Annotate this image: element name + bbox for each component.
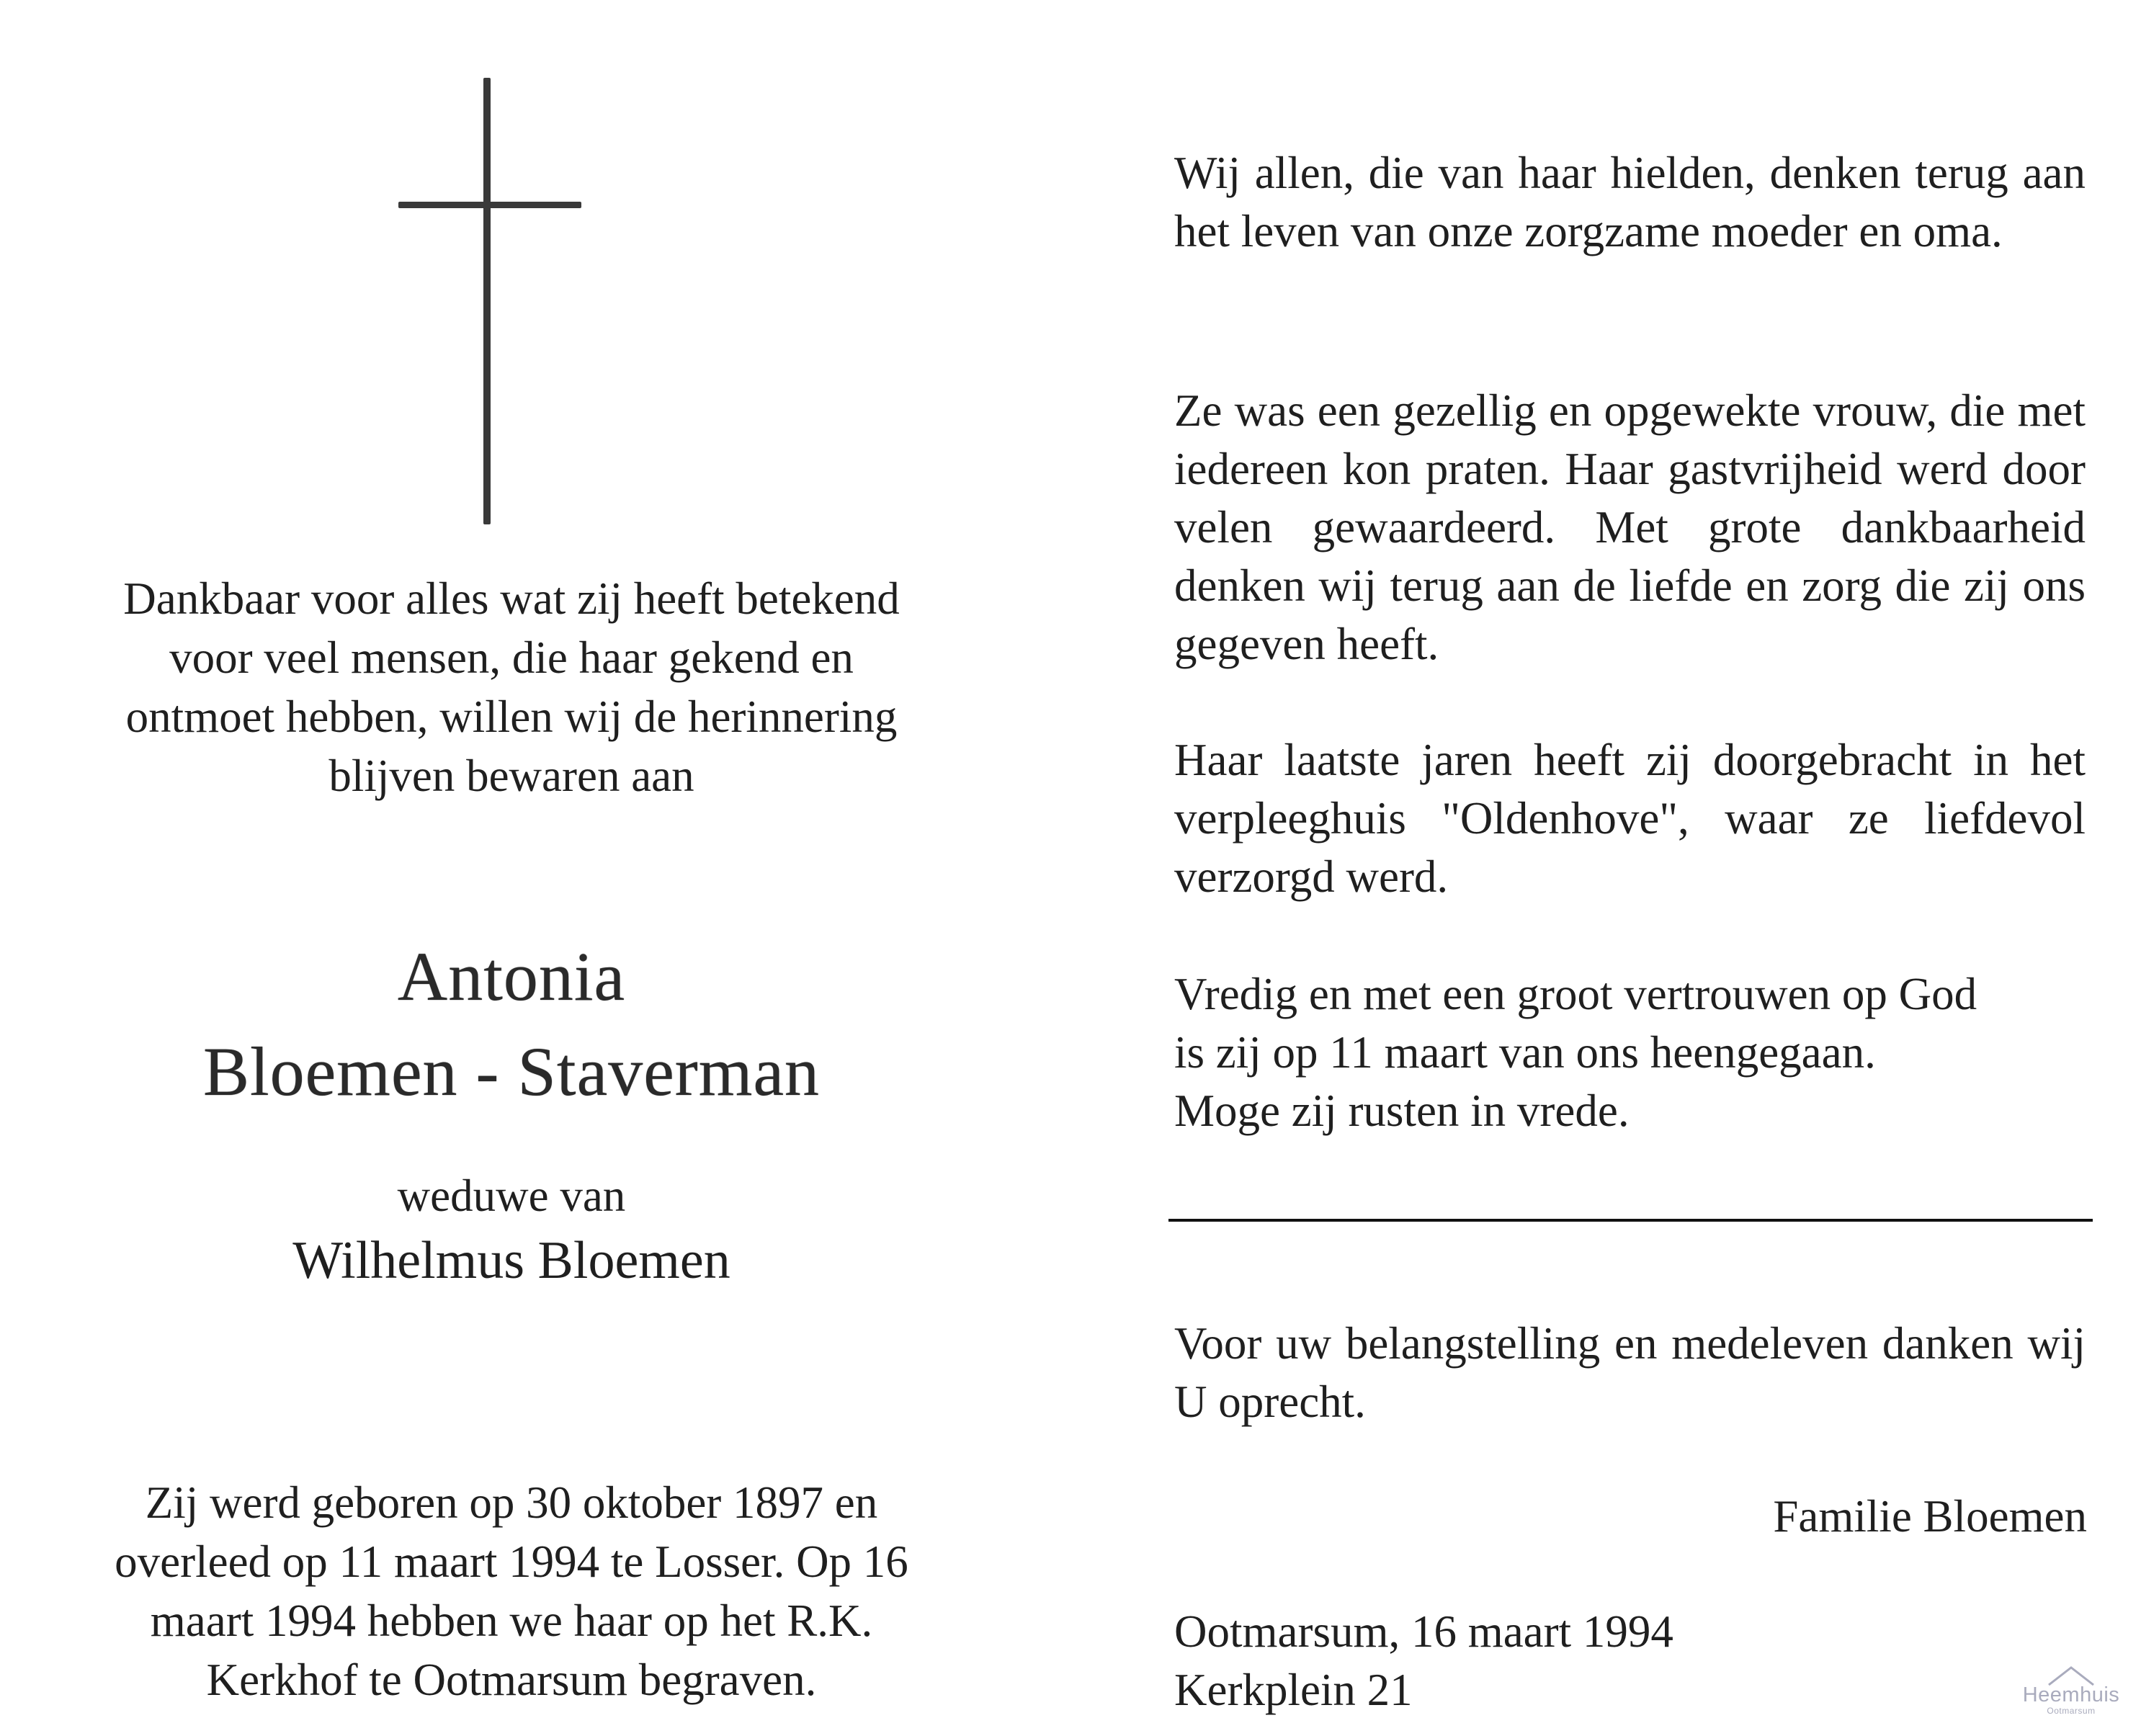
reflection-line: Moge zij rusten in vrede. <box>1174 1086 1630 1136</box>
life-details-line: maart 1994 hebben we haar op het R.K. <box>150 1596 873 1646</box>
life-details <box>43 1473 980 1709</box>
watermark-subtitle: Ootmarsum <box>2047 1706 2096 1716</box>
thanks-text: Voor uw belangstelling en medeleven danken wij U oprecht. <box>1174 1318 2086 1427</box>
divider-rule <box>1168 1219 2093 1222</box>
heemhuis-watermark <box>2017 1665 2125 1734</box>
cross-icon <box>398 78 581 524</box>
watermark-title: Heemhuis <box>2022 1683 2120 1706</box>
reflection-line: is zij op 11 maart van ons heengegaan. <box>1174 1027 1876 1078</box>
reflection-paragraph-4 <box>1174 965 2086 1140</box>
life-details-line: Kerkhof te Ootmarsum begraven. <box>206 1655 817 1705</box>
last-name: Bloemen - Staverman <box>202 1033 821 1110</box>
intro-line: ontmoet hebben, willen wij de herinnering <box>125 692 898 742</box>
deceased-name <box>43 929 980 1119</box>
place-date-block <box>1174 1603 1673 1719</box>
reflection-paragraph-2: Ze was een gezellig en opgewekte vrouw, die met iedereen kon praten. Haar gastvrijheid werd door velen gewaardeerd. Met grote dankbaarheid denken wij terug aan de liefde en zorg die zij ons gegeven heeft. <box>1174 385 2086 669</box>
reflection-paragraph-3: Haar laatste jaren heeft zij doorgebracht in het verpleeghuis "Oldenhove", waar ze liefdevol verzorgd werd. <box>1174 735 2086 902</box>
intro-line: voor veel mensen, die haar gekend en <box>169 632 854 683</box>
life-details-line: overleed op 11 maart 1994 te Losser. Op 16 <box>115 1536 908 1587</box>
cross-vertical-bar <box>483 78 491 524</box>
house-roof-icon <box>2046 1665 2096 1686</box>
reflection-paragraph-1: Wij allen, die van haar hielden, denken terug aan het leven van onze zorgzame moeder en oma. <box>1174 148 2086 256</box>
spouse-name: Wilhelmus Bloemen <box>292 1231 730 1290</box>
address: Kerkplein 21 <box>1174 1665 1413 1715</box>
cross-horizontal-bar <box>398 202 581 208</box>
intro-text <box>43 569 980 805</box>
life-details-line: Zij werd geboren op 30 oktober 1897 en <box>145 1477 878 1528</box>
intro-line: blijven bewaren aan <box>328 751 694 801</box>
first-name: Antonia <box>397 938 626 1015</box>
place-date: Ootmarsum, 16 maart 1994 <box>1174 1606 1673 1657</box>
reflection-line: Vredig en met een groot vertrouwen op God <box>1174 969 1977 1019</box>
signature: Familie Bloemen <box>1773 1491 2087 1542</box>
widow-label: weduwe van <box>397 1171 626 1221</box>
intro-line: Dankbaar voor alles wat zij heeft betekend <box>123 573 900 624</box>
